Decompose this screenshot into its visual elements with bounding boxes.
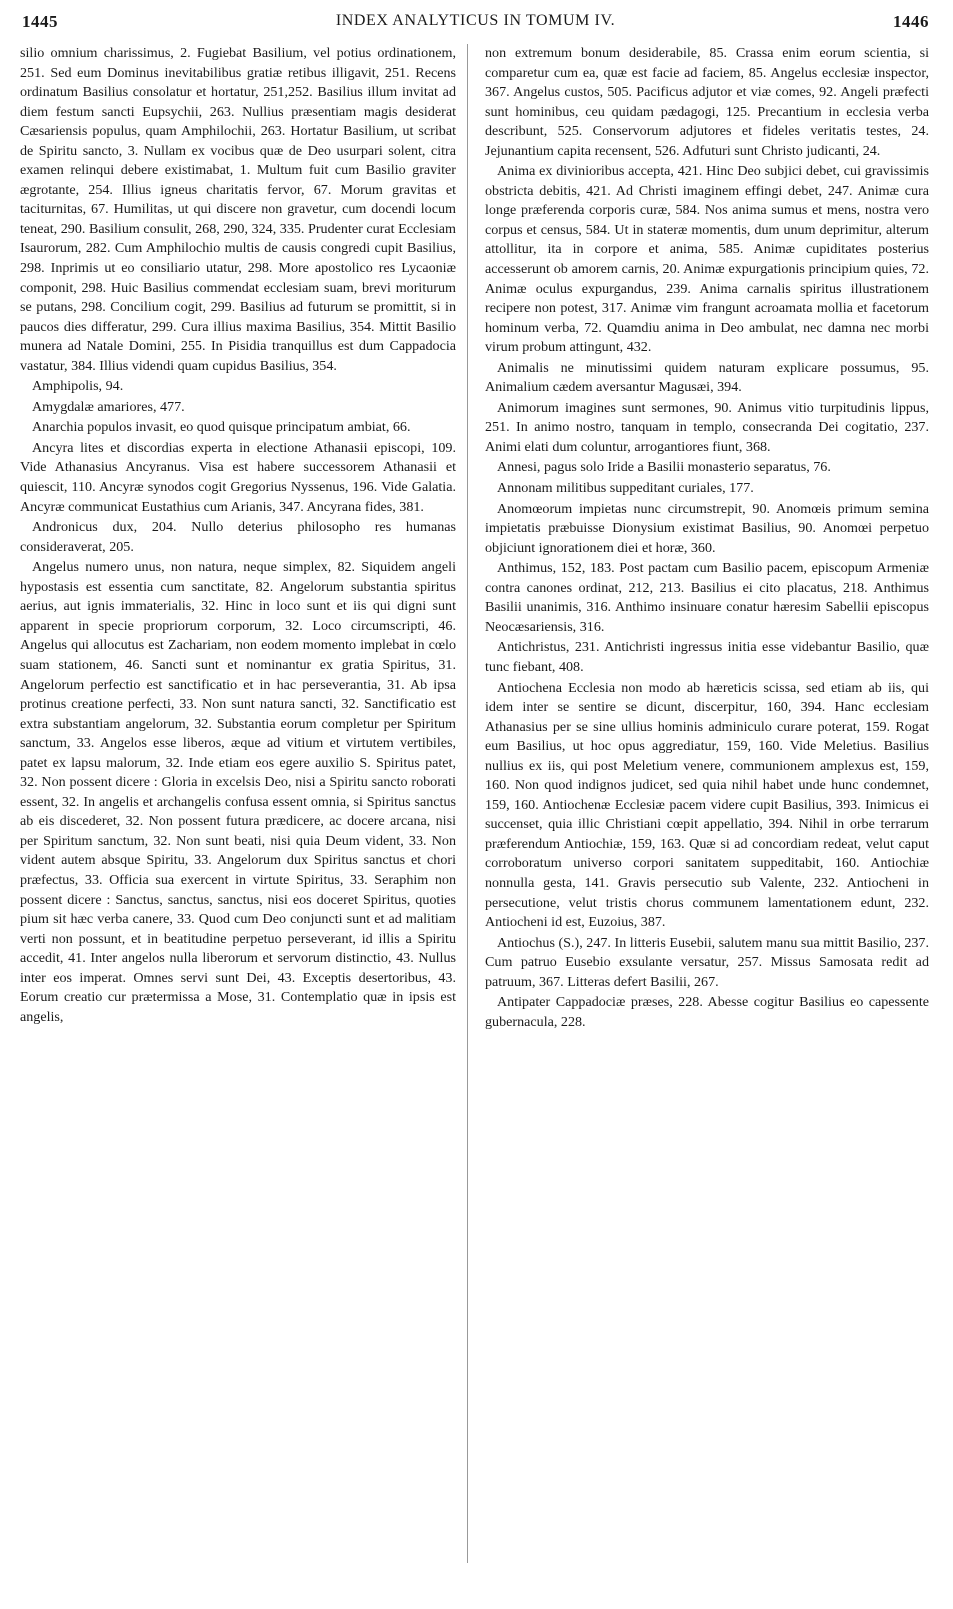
left-page-number: 1445 (22, 12, 58, 31)
index-entry: Annonam militibus suppeditant curiales, 177. (497, 480, 754, 497)
index-entry: Anarchia populos invasit, eo quod quisque principatum ambiat, 66. (32, 419, 411, 436)
left-column (20, 44, 456, 1028)
index-entry: Anthimus, 152, 183. Post pactam cum Basilio pacem, episcopum Armeniæ contra canones ordinat, 212, 213. Basilius ei cito placatus, 218. Anthimus Basilii unanimis, 316. Anthimo insinuare conatur hæresim Sabellii episcopus Neocæsariensis, 316. (485, 560, 929, 635)
index-entry: Antipater Cappadociæ præses, 228. Abesse cogitur Basilius eo capessente gubernacula, 228. (485, 994, 929, 1030)
index-entry: Amphipolis, 94. (32, 378, 124, 395)
index-entry: Anima ex divinioribus accepta, 421. Hinc Deo subjici debet, cui gravissimis obstricta debitis, 421. Ad Christi imaginem effingi debet, 247. Animæ cura longe præferenda corporis curæ, 584. Nos anima sumus et mens, nostra vero corpus et census, 584. Ut in stateræ momentis, dum unum deprimitur, alterum attollitur, ita in corpore et anima, 585. Animæ cupiditates posterius accesserunt ob amorem carnis, 20. Animæ expurgationis principium quies, 72. Animæ oculus expurgandus, 239. Anima carnalis spiritus illustrationem recipere non potest, 317. Animæ vim frangunt acroamata mollia et facetorum hominum verba, 72. Quamdiu anima in Deo ambulat, nec damna nec morbi virum probum attingunt, 432. (485, 163, 929, 356)
index-entry: non extremum bonum desiderabile, 85. Crassa enim eorum scientia, si comparetur cum ea, quæ est facie ad faciem, 85. Angelus ecclesiæ inspector, 367. Angelus custos, 505. Pacificus adjutor et viæ comes, 92. Angeli præfecti sunt hominibus, ceu quidam pædagogi, 125. Precantium in ecclesia verba describunt, 525. Conservorum adjutores et fideles veritatis testes, 24. Jejunantium capita recensent, 526. Adfuturi sunt Christo judicanti, 24. (485, 45, 929, 159)
right-page-number: 1446 (893, 12, 929, 31)
index-entry: Animalis ne minutissimi quidem naturam explicare possumus, 95. Animalium cædem aversantur Magusæi, 394. (485, 359, 929, 396)
index-entry: silio omnium charissimus, 2. Fugiebat Basilium, vel potius ordinationem, 251. Sed eum Dominus inevitabilibus gratiæ retibus illigavit, 251. Recens ordinatum Basilius consolatur et hortatur, 251,252. Basilius illum invitat ad diem festum sancti Eupsychii, 263. Nullius præsentiam magis desiderat Cæsariensis populus, quam Amphilochii, 263. Hortatur Basilium, ut scribat de Spiritu sancto, 3. Nullam ex vocibus quæ de Deo usurpari solent, citra examen relinqui debere existimabat, 1. Multum fuit cum Basilio graviter ægrotante, 254. Illius igneus charitatis fervor, 67. Morum gravitas et taciturnitas, 67. Humilitas, ut qui discere non gravetur, cum docendi locum teneat, 290. Basilium consulit, 268, 290, 324, 335. Prudenter curat Ecclesiam Isaurorum, 282. Cum Amphilochio multis de causis congredi cupit Basilius, 298. Inprimis ut eo consiliario utatur, 298. More apostolico res Lycaoniæ componit, 298. Huic Basilius commendat ecclesiam suam, brevi moriturum se putans, 298. Concilium cogit, 299. Basilius ad futurum se promittit, si in paucos dies differatur, 299. Cura illius maxima Basilius, 354. Mittit Basilio munera ad Natale Domini, 255. In Pisidia tranquillus est dum Cappadocia vastatur, 384. Illius videndi quam cupidus Basilius, 354. (20, 45, 456, 374)
index-entry: Antichristus, 231. Antichristi ingressus initia esse videbantur Basilio, quæ tunc fiebant, 408. (485, 639, 929, 675)
index-entry: Annesi, pagus solo Iride a Basilii monasterio separatus, 76. (497, 459, 831, 476)
index-entry: Angelus numero unus, non natura, neque simplex, 82. Siquidem angeli hypostasis est essentia cum sanctitate, 82. Angelorum substantia spiritus aerius, aut ignis immaterialis, 32. Hinc in loco sunt et iis qui digni sunt apparent in specie propriorum corporum, 32. Loco circumscripti, 46. Angelus qui allocutus est Zachariam, non eodem momento implebat in cœlo suam stationem, 46. Sancti sunt et nominantur ex gratia Spiritus, 31. Angelorum perfectio est sanctificatio et in hac perseverantia, 31. Ab ipsa protinus creatione perfecti, 33. Non sunt natura sancti, 32. Sanctificatio est extra substantiam angelorum, 32. Substantia eorum completur per Spiritum sanctum, 33. Angelos esse liberos, æque ad vitium et virtutem vertibiles, patet ex lapsu malorum, 32. Inde etiam eos egere auxilio S. Spiritus patet, 32. Non possent dicere : Gloria in excelsis Deo, nisi a Spiritu sancto roborati essent, 32. In angelis et archangelis confusa essent omnia, si Spiritus sanctus ab eis discederet, 32. Non possent futura prædicere, ac docere arcana, nisi per Spiritum sanctum, 32. Non sunt beati, nisi quia Deum vident, 33. Non vident autem absque Spiritu, 33. Angelorum dux Spiritus sanctus et chori præfectus, 33. Officia sua exercent in virtute Spiritus, 33. Seraphim non possent dicere : Sanctus, sanctus, sanctus, nisi eos doceret Spiritus, quoties pium sit hæc verba canere, 33. Quod cum Deo conjuncti sunt et ad malitiam verti non possunt, et in beatitudine perpetuo perseverant, id illis a Spiritu accedit, 41. Inter angelos nulla liberorum et servorum distinctio, 43. Nullus inter eos imperat. Omnes servi sunt Dei, 43. Exceptis desertoribus, 43. Eorum creatio cur prætermissa a Mose, 31. Contemplatio quæ in ipsis est angelis, (20, 559, 456, 1025)
index-entry: Animorum imagines sunt sermones, 90. Animus vitio turpitudinis lippus, 251. In animo nostro, tanquam in templo, consecranda Dei cogitatio, 237. Animi elati dum coluntur, arrogantiores fiunt, 368. (485, 399, 929, 455)
index-entry: Andronicus dux, 204. Nullo deterius philosopho res humanas consideraverat, 205. (20, 519, 456, 555)
index-entry: Ancyra lites et discordias experta in electione Athanasii episcopi, 109. Vide Athanasius Ancyranus. Visa est habere successorem Athanasii et quiescit, 110. Ancyræ synodos cogit Gregorius Nyssenus, 196. Vide Galatia. Ancyræ communicat Eustathius cum Arianis, 347. Ancyrana fides, 381. (20, 439, 456, 515)
index-entry: Antiochena Ecclesia non modo ab hæreticis scissa, sed etiam ab iis, qui idem inter se sentire se dicunt, discerpitur, 160, 394. Hanc ecclesiam Athanasius per se sine ullius hominis adminiculo curare poterat, 159. Rogat eum Basilius, ut hoc opus aggrediatur, 159, 160. Vide Meletius. Basilius nullius ex iis, qui post Meletium venere, communionem amplexus est, 159, 160. Non quod indignos judicet, sed quia nihil habet unde hunc condemnet, 159, 160. Antiochenæ Ecclesiæ pacem videre cupit Basilius, 393. Inimicus ei succenset, quia illic Christiani cœpit appellatio, 394. Nihil in orbe terrarum præferendum Antiochiæ, 159, 163. Quæ si ad concordiam redeat, velut caput corroboratum universo corpori sanitatem suppeditabit, 160. Antiochiæ nonnulla gesta, 141. Gravis persecutio sub Valente, 232. Antiocheni in persecutione, velut tristis chorus communem lamentationem edunt, 232. Antiocheni id est, Euzoius, 387. (485, 679, 929, 931)
right-column (485, 44, 929, 1033)
running-title: INDEX ANALYTICUS IN TOMUM IV. (335, 12, 616, 29)
index-entry: Amygdalæ amariores, 477. (32, 398, 185, 415)
running-header (22, 12, 929, 40)
index-entry: Anomœorum impietas nunc circumstrepit, 90. Anomœis primum semina impietatis præbuisse Dionysium existimat Basilius, 90. Anomœi perpetuo objiciunt ignorationem diei et horæ, 360. (485, 500, 929, 556)
index-entry: Antiochus (S.), 247. In litteris Eusebii, salutem manu sua mittit Basilio, 237. Cum patruo Eusebio exsulante versatur, 257. Missus Samosata redit ad patruum, 367. Litteras defert Basilii, 267. (485, 934, 929, 990)
column-divider (467, 44, 468, 1563)
